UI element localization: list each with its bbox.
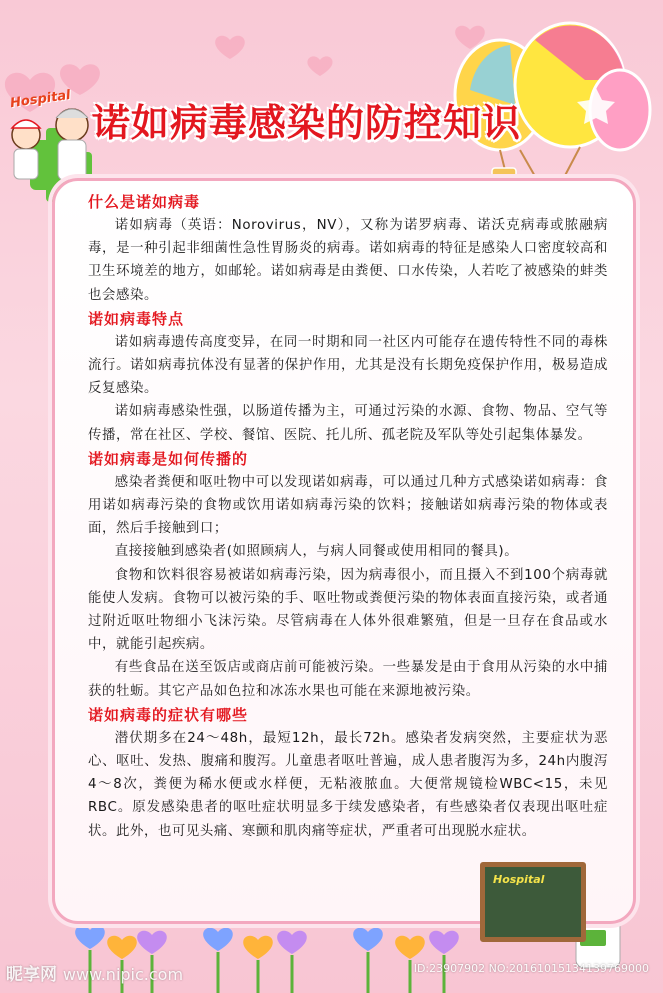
section-paragraph: 诺如病毒遗传高度变异，在同一时期和同一社区内可能存在遗传特性不同的毒株流行。诺如病毒抗体没有显著的保护作用，尤其是没有长期免疫保护作用，极易造成反复感染。 xyxy=(88,334,608,397)
chalkboard xyxy=(480,862,586,942)
watermark-url: www.nipic.com xyxy=(62,965,184,984)
section-paragraph: 感染者粪便和呕吐物中可以发现诺如病毒，可以通过几种方式感染诺如病毒：食用诺如病毒污染的食物或饮用诺如病毒污染的饮料；接触诺如病毒污染的物体或表面，然后手接触到口； xyxy=(88,474,608,537)
article-content xyxy=(88,190,608,843)
section-heading-transmission: 诺如病毒是如何传播的 xyxy=(88,449,249,468)
watermark-id: ID:23907902 NO:20161015134139769000 xyxy=(413,962,649,975)
hospital-sign: Hospital xyxy=(9,87,72,112)
section-paragraph: 诺如病毒（英语：Norovirus，NV），又称为诺罗病毒、诺沃克病毒或脓融病毒，是一种引起非细菌性急性胃肠炎的病毒。诺如病毒的特征是感染人口密度较高和卫生环境差的地方，如邮轮。诺如病毒是由粪便、口水传染，人若吃了被感染的蚌类也会感染。 xyxy=(88,218,608,303)
section-paragraph: 有些食品在送至饭店或商店前可能被污染。一些暴发是由于食用从污染的水中捕获的牡蛎。其它产品如色拉和冰冻水果也可能在来源地被污染。 xyxy=(88,660,608,699)
section-paragraph: 诺如病毒感染性强，以肠道传播为主，可通过污染的水源、食物、物品、空气等传播，常在社区、学校、餐馆、医院、托儿所、孤老院及军队等处引起集体暴发。 xyxy=(88,404,608,443)
watermark-brand xyxy=(6,960,183,985)
section-paragraph: 直接接触到感染者(如照顾病人，与病人同餐或使用相同的餐具)。 xyxy=(114,544,519,560)
chalkboard-text: Hospital xyxy=(493,873,545,886)
section-paragraph: 食物和饮料很容易被诺如病毒污染，因为病毒很小，而且摄入不到100个病毒就能使人发病。食物可以被污染的手、呕吐物或粪便污染的物体表面直接污染，或者通过附近呕吐物细小飞沫污染。尽管病毒在人体外很难繁殖，但是一旦存在食品或水中，就能引起疾病。 xyxy=(88,567,608,653)
section-heading-features: 诺如病毒特点 xyxy=(88,309,185,328)
section-heading-symptoms: 诺如病毒的症状有哪些 xyxy=(88,705,249,724)
watermark-brand-name: 昵享网 xyxy=(6,965,57,985)
section-heading-what-is: 什么是诺如病毒 xyxy=(88,193,201,211)
page-title: 诺如病毒感染的防控知识 xyxy=(92,101,522,145)
section-paragraph: 潜伏期多在24～48h，最短12h，最长72h。感染者发病突然，主要症状为恶心、呕吐、发热、腹痛和腹泻。儿童患者呕吐普遍，成人患者腹泻为多，24h内腹泻4～8次，粪便为稀水便或水样便，无粘液脓血。大便常规镜检WBC<15，未见RBC。原发感染患者的呕吐症状明显多于续发感染者，有些感染者仅表现出呕吐症状。此外，也可见头痛、寒颤和肌肉痛等症状，严重者可出现脱水症状。 xyxy=(88,730,608,839)
